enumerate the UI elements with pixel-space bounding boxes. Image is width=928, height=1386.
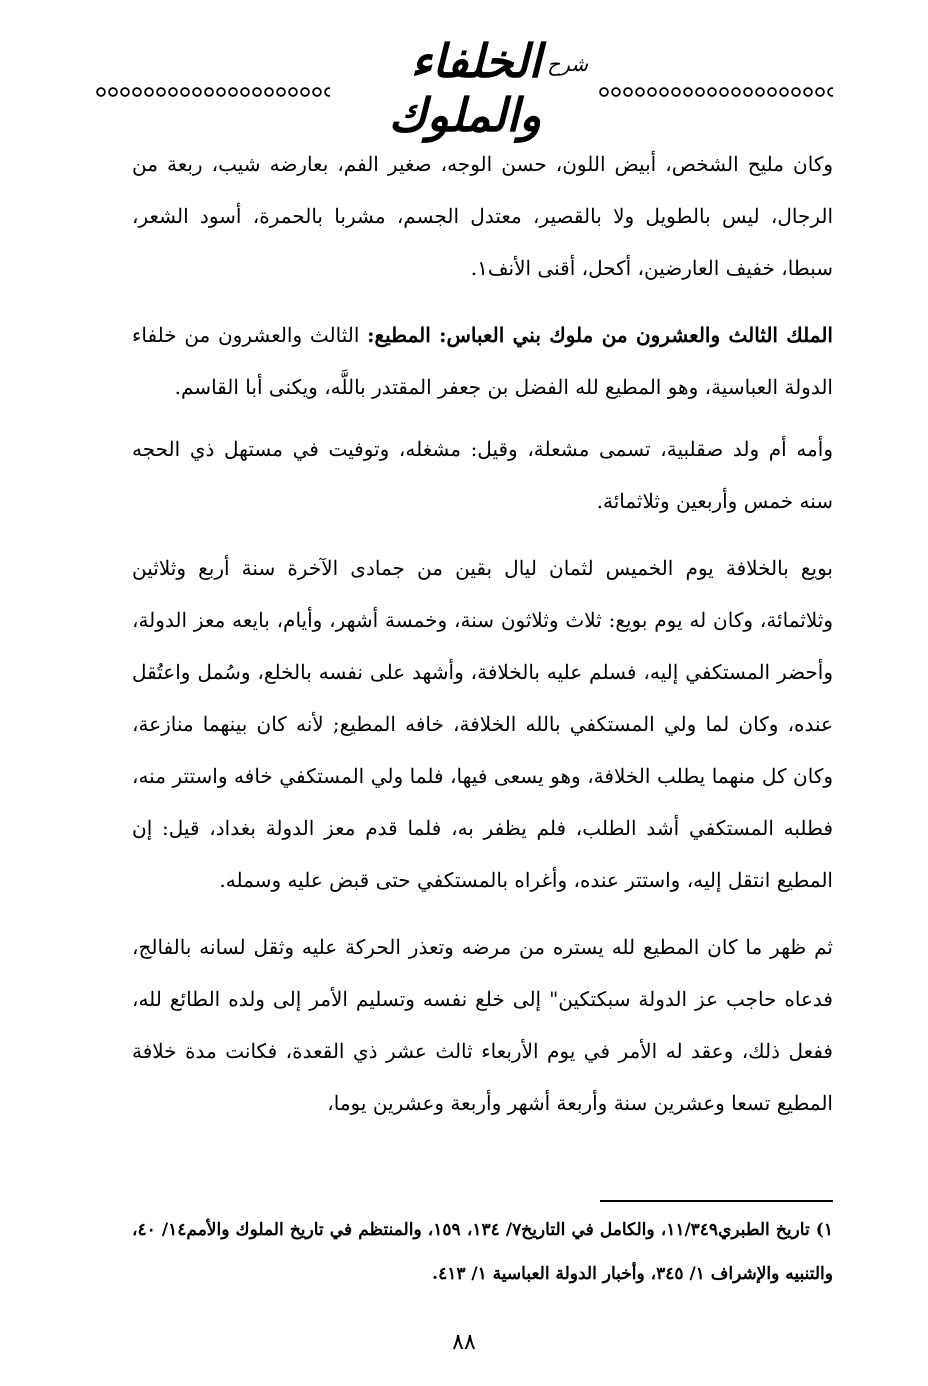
header-ornament-left bbox=[95, 86, 330, 98]
footnote-divider bbox=[600, 1200, 833, 1202]
section-heading: الملك الثالث والعشرون من ملوك بني العباس: المطيع: bbox=[367, 323, 833, 347]
header-title bbox=[340, 34, 588, 142]
header-ornament-right bbox=[598, 86, 833, 98]
page-number: ٨٨ bbox=[452, 1330, 476, 1355]
paragraph-section bbox=[132, 309, 833, 413]
section-body: الثالث والعشرون من خلفاء الدولة العباسية، وهو المطيع لله الفضل بن جعفر المقتدر باللَّه، ويكنى أبا القاسم. bbox=[132, 323, 833, 399]
paragraph-abdication: ثم ظهر ما كان المطيع لله يستره من مرضه وتعذر الحركة عليه وثقل لسانه بالفالج، فدعاه حاجب عز الدولة سبكتكين" إلى خلع نفسه وتسليم الأمر إلى ولده الطائع لله، ففعل ذلك، وعقد له الأمر في يوم الأربعاء ثالث عشر ذي القعدة، فكانت مدة خلافة المطيع تسعا وعشرين سنة وأربعة أشهر وأربعة وعشرين يوما، bbox=[132, 935, 833, 1115]
header-title-prefix: شرح bbox=[547, 52, 588, 76]
body-text bbox=[132, 138, 833, 1144]
paragraph-accession: بويع بالخلافة يوم الخميس لثمان ليال بقين من جمادى الآخرة سنة أربع وثلاثين وثلاثمائة، وكان له يوم بويع: ثلاث وثلاثون سنة، وخمسة أشهر، وأيام، بايعه معز الدولة، وأحضر المستكفي إليه، فسلم عليه بالخلافة، وأشهد على نفسه بالخلع، وسُمل واعتُقل عنده، وكان لما ولي المستكفي بالله الخلافة، خافه المطيع; لأنه كان بينهما منازعة، وكان كل منهما يطلب الخلافة، وهو يسعى فيها، فلما ولي المستكفي خافه واستتر منه، فطلبه المستكفي أشد الطلب، فلم يظفر به، فلما قدم معز الدولة بغداد، قيل: إن المطيع انتقل إليه، واستتر عنده، وأغراه بالمستكفي حتى قبض عليه وسمله. bbox=[132, 556, 833, 892]
footnote: ١) تاريخ الطبري١١/٣٤٩، والكامل في التاريخ٧/ ١٣٤، ١٥٩، والمنتظم في تاريخ الملوك والأمم١٤/ ٤٠، والتنبيه والإشراف ١/ ٣٤٥، وأخبار الدولة العباسية ١/ ٤١٣. bbox=[132, 1220, 833, 1284]
paragraph-description: وكان مليح الشخص، أبيض اللون، حسن الوجه، صغير الفم، بعارضه شيب، ربعة من الرجال، ليس بالطويل ولا بالقصير، معتدل الجسم، مشربا بالحمرة، أسود الشعر، سبطا، خفيف العارضين، أكحل، أقنى الأنف١. bbox=[132, 152, 833, 280]
header-title-main: الخلفاء والملوك bbox=[388, 34, 542, 142]
page-header bbox=[95, 34, 833, 142]
paragraph-mother: وأمه أم ولد صقلبية، تسمى مشعلة، وقيل: مشغله، وتوفيت في مستهل ذي الحجه سنه خمس وأربعين وثلاثمائة. bbox=[132, 437, 833, 513]
